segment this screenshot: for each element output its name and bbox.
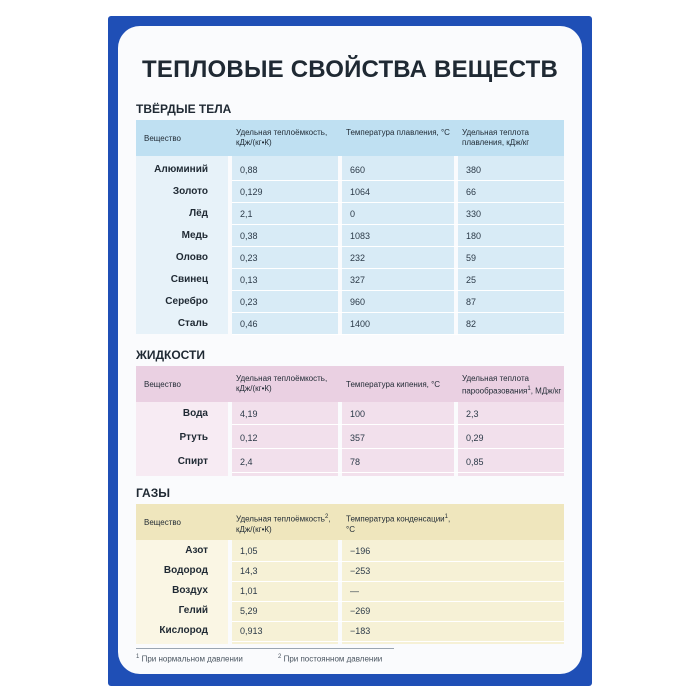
heat-capacity-value: 0,88	[240, 165, 258, 175]
melting-temp-value: 1083	[350, 231, 371, 241]
row-divider	[232, 641, 564, 642]
heat-of-fusion-value: 180	[466, 231, 482, 241]
table-row	[136, 580, 564, 602]
footnote-text: При постоянном давлении	[283, 654, 383, 664]
heat-capacity-value: 1,01	[240, 586, 258, 596]
boiling-temp-value: 100	[350, 409, 366, 419]
table-row	[136, 540, 564, 562]
heat-capacity-value: 4,19	[240, 409, 258, 419]
heat-capacity-value: 2,4	[240, 457, 253, 467]
substance-name: Олово	[175, 252, 208, 263]
boiling-temp-value: 357	[350, 433, 366, 443]
melting-temp-value: 0	[350, 209, 356, 219]
substance-name: Ртуть	[179, 432, 208, 443]
table-row	[136, 600, 564, 622]
heat-capacity-value: 5,29	[240, 606, 258, 616]
footnote-mark: 1	[527, 386, 531, 392]
section-heading-liquids: ЖИДКОСТИ	[136, 348, 205, 362]
poster-frame	[108, 16, 592, 686]
liquids-header-boiling-temp: Температура кипения, °С	[346, 380, 441, 389]
condensation-temp-value: −183	[350, 626, 371, 636]
heat-of-fusion-value: 25	[466, 275, 477, 285]
gases-header-condensation-temp	[346, 512, 456, 535]
heat-capacity-value: 2,1	[240, 209, 253, 219]
table-row	[136, 620, 564, 642]
liquids-header-substance: Вещество	[144, 380, 181, 389]
liquids-header-vaporization-unit: , МДж/кг	[530, 386, 562, 396]
liquids-header-heat-capacity: Удельная теплоёмкость, кДж/(кг•К)	[236, 374, 328, 393]
melting-temp-value: 960	[350, 297, 366, 307]
melting-temp-value: 327	[350, 275, 366, 285]
melting-temp-value: 232	[350, 253, 366, 263]
heat-capacity-value: 0,38	[240, 231, 258, 241]
substance-name: Сталь	[177, 318, 208, 329]
row-divider	[232, 448, 564, 449]
substance-name: Воздух	[172, 585, 208, 596]
heat-of-fusion-value: 59	[466, 253, 477, 263]
substance-name: Вода	[182, 408, 208, 419]
melting-temp-value: 660	[350, 165, 366, 175]
condensation-temp-value: —	[350, 586, 359, 596]
row-divider	[232, 424, 564, 425]
substance-name: Кислород	[159, 625, 208, 636]
footnote-mark: 1	[444, 514, 448, 520]
boiling-temp-value: 78	[350, 457, 361, 467]
heat-of-fusion-value: 330	[466, 209, 482, 219]
table-row	[136, 291, 564, 313]
gases-header-substance: Вещество	[144, 518, 181, 527]
heat-of-fusion-value: 380	[466, 165, 482, 175]
footnote-mark: 2	[324, 514, 329, 520]
footnote-1	[136, 654, 243, 664]
table-row	[136, 225, 564, 247]
footnote-mark: 1	[136, 654, 140, 660]
substance-name: Серебро	[165, 296, 208, 307]
table-row	[136, 159, 564, 181]
table-row	[136, 560, 564, 582]
section-heading-solids: ТВЁРДЫЕ ТЕЛА	[136, 102, 232, 116]
heat-capacity-value: 0,13	[240, 275, 258, 285]
row-divider	[232, 334, 564, 335]
solids-header-heat-of-fusion: Удельная теплота плавления, кДж/кг	[462, 128, 530, 147]
heat-capacity-value: 0,23	[240, 253, 258, 263]
gases-header-condensation-unit: , °С	[346, 514, 451, 534]
condensation-temp-value: −269	[350, 606, 371, 616]
footnote-2	[278, 654, 382, 664]
liquids-header-heat-of-vaporization	[462, 374, 564, 397]
substance-name: Водород	[163, 565, 208, 576]
table-row	[136, 313, 564, 335]
condensation-temp-value: −253	[350, 566, 371, 576]
heat-of-vaporization-value: 0,29	[466, 433, 484, 443]
substance-name: Алюминий	[154, 164, 208, 175]
gases-header-heat-capacity	[236, 512, 340, 535]
table-row	[136, 427, 564, 449]
gases-header-heat-capacity-text: Удельная теплоёмкость	[236, 514, 325, 524]
table-row	[136, 269, 564, 291]
heat-capacity-value: 0,129	[240, 187, 263, 197]
melting-temp-value: 1400	[350, 319, 371, 329]
substance-name: Медь	[181, 230, 208, 241]
footnote-divider	[136, 648, 394, 649]
solids-header-melting-temp: Температура плавления, °С	[346, 128, 450, 137]
substance-name: Гелий	[178, 605, 208, 616]
substance-name: Азот	[185, 545, 208, 556]
substance-name: Лёд	[189, 208, 208, 219]
table-row	[136, 203, 564, 225]
heat-capacity-value: 0,12	[240, 433, 258, 443]
table-row	[136, 403, 564, 425]
poster-card	[118, 26, 582, 674]
row-divider	[232, 472, 564, 473]
gases-header-heat-capacity-unit: , кДж/(кг•К)	[236, 514, 331, 534]
heat-capacity-value: 1,05	[240, 546, 258, 556]
page-title: ТЕПЛОВЫЕ СВОЙСТВА ВЕЩЕСТВ	[142, 56, 558, 83]
heat-of-fusion-value: 66	[466, 187, 477, 197]
footnote-text: При нормальном давлении	[141, 654, 243, 664]
section-heading-gases: ГАЗЫ	[136, 486, 170, 500]
footnote-mark: 2	[278, 654, 282, 660]
melting-temp-value: 1064	[350, 187, 371, 197]
gases-header-condensation-text: Температура конденсации	[346, 514, 445, 524]
heat-capacity-value: 0,23	[240, 297, 258, 307]
condensation-temp-value: −196	[350, 546, 371, 556]
heat-of-fusion-value: 87	[466, 297, 477, 307]
heat-capacity-value: 0,913	[240, 626, 263, 636]
heat-capacity-value: 14,3	[240, 566, 258, 576]
heat-of-vaporization-value: 0,85	[466, 457, 484, 467]
heat-of-vaporization-value: 2,3	[466, 409, 479, 419]
table-row	[136, 247, 564, 269]
table-row	[136, 451, 564, 473]
substance-name: Спирт	[177, 456, 208, 467]
heat-capacity-value: 0,46	[240, 319, 258, 329]
solids-header-heat-capacity: Удельная теплоёмкость, кДж/(кг•К)	[236, 128, 328, 147]
substance-name: Золото	[172, 186, 208, 197]
table-row	[136, 181, 564, 203]
heat-of-fusion-value: 82	[466, 319, 477, 329]
solids-header-substance: Вещество	[144, 134, 181, 143]
liquids-header-vaporization-text: Удельная теплота парообразования	[462, 374, 529, 396]
substance-name: Свинец	[170, 274, 208, 285]
